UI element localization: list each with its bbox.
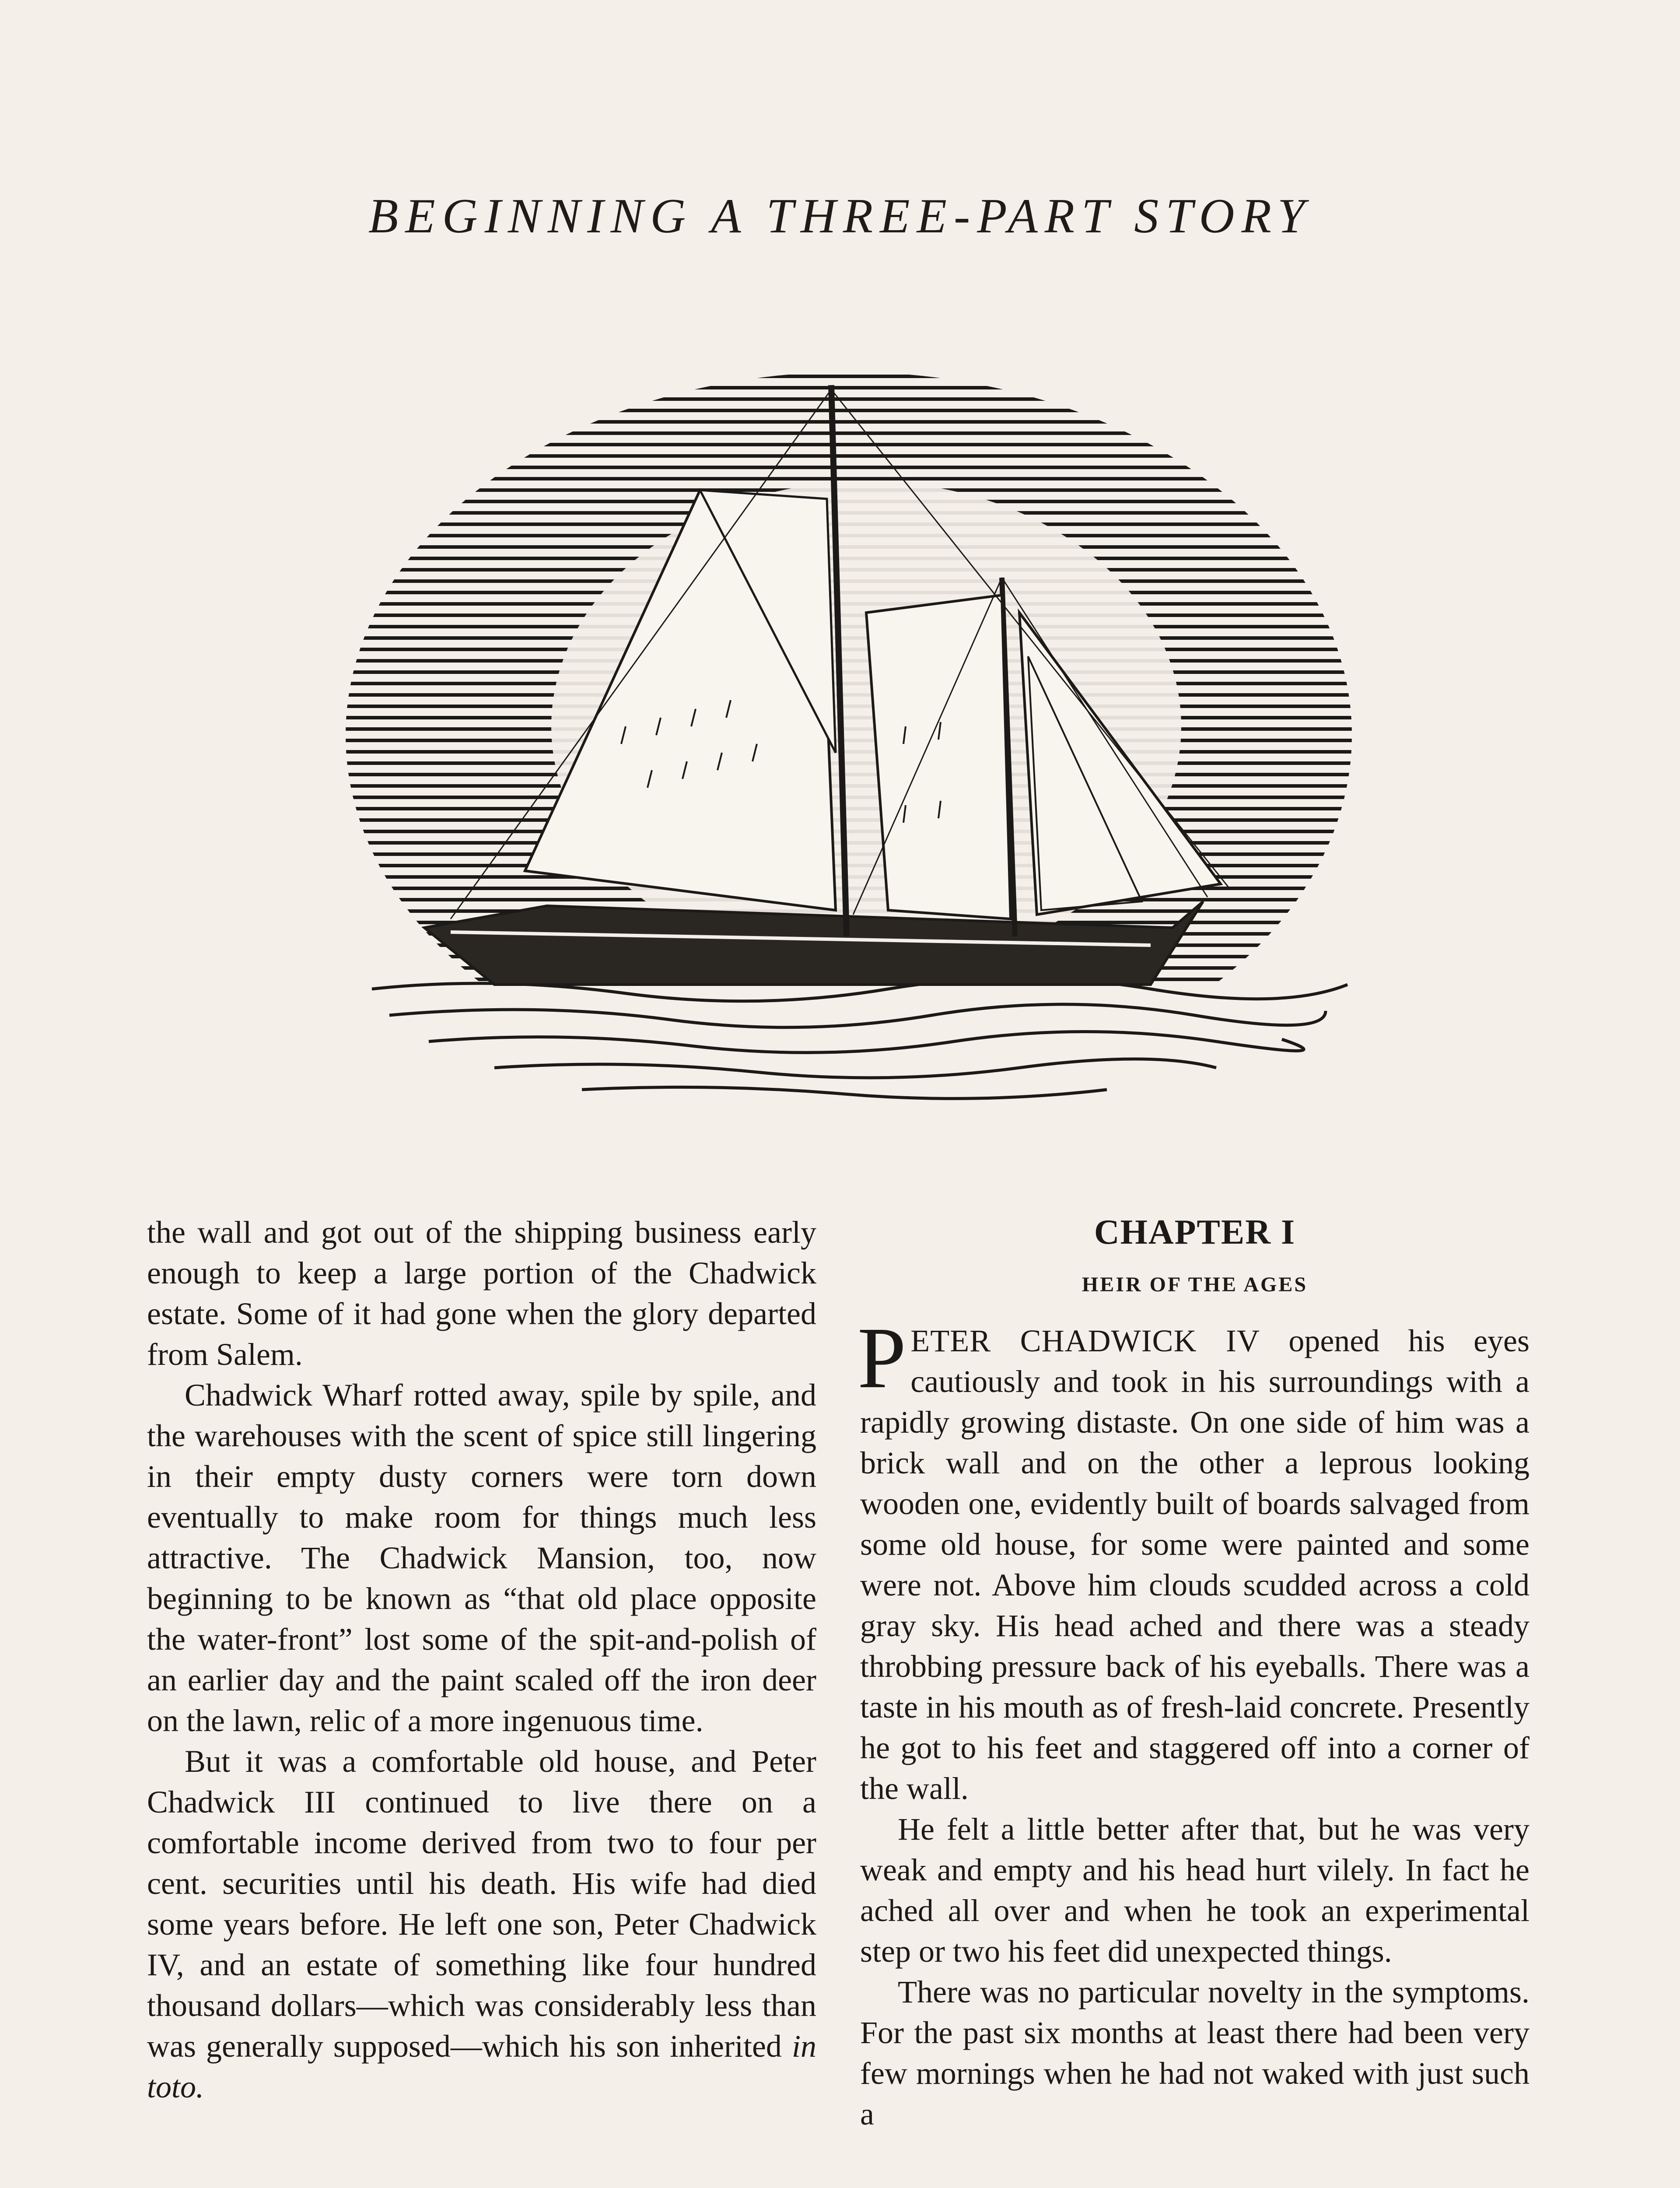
drop-cap: P [858, 1310, 906, 1406]
right-paragraph-3: There was no particular novelty in the symptoms. For the past six months at least there had been very few mornings when he had not waked with just such a [860, 1974, 1530, 2132]
right-text-column [860, 1212, 1530, 2135]
right-paragraph-2: He felt a little better after that, but he was very weak and empty and his head hurt vilely. In fact he ached all over and when he took an experimental step or two his feet did unexpected things. [860, 1812, 1530, 1969]
opening-paragraph [858, 1310, 1530, 1809]
left-paragraph-1: the wall and got out of the shipping business early enough to keep a large portion of the Chadwick estate. Some of it had gone when the glory departed from Salem. [147, 1215, 816, 1372]
story-headline: BEGINNING A THREE-PART STORY [368, 189, 1312, 243]
italic-phrase: in toto. [147, 2029, 816, 2104]
opening-text: opened his eyes cautiously and took in his surroundings with a rapidly growing distaste. On one side of him was a brick wall and on the other a leprous looking wooden one, evidently built of boards salvaged from some old house, for some were painted and some were not. Above him clouds scudded across a cold gray sky. His head ached and there was a steady throbbing pressure back of his eyeballs. There was a taste in his mouth as of fresh-laid concrete. Presently he got to his feet and staggered off into a corner of the wall. [860, 1323, 1530, 1806]
sailing-schooner-illustration [319, 333, 1378, 1107]
left-paragraph-3-text: But it was a comfortable old house, and Peter Chadwick III continued to live there on a comfortable income derived from two to four per cent. securities until his death. His wife had died some years before. He left one son, Peter Chadwick IV, and an estate of something like four hundred thousand dollars—which was considerably less than was generally supposed—which his son inherited [147, 1744, 816, 2064]
chapter-subtitle: HEIR OF THE AGES [1082, 1273, 1308, 1296]
left-text-column [147, 1212, 816, 2107]
chapter-title: CHAPTER I [1094, 1213, 1296, 1252]
left-paragraph-2: Chadwick Wharf rotted away, spile by spile, and the warehouses with the scent of spice still lingering in their empty dusty corners were torn down eventually to make room for things much less attractive. The Chadwick Mansion, too, now beginning to be known as “that old place opposite the water-front” lost some of the spit-and-polish of an earlier day and the paint scaled off the iron deer on the lawn, relic of a more ingenuous time. [147, 1378, 816, 1738]
opening-caps: ETER CHADWICK IV [910, 1323, 1260, 1358]
left-paragraph-3 [147, 1741, 816, 2107]
